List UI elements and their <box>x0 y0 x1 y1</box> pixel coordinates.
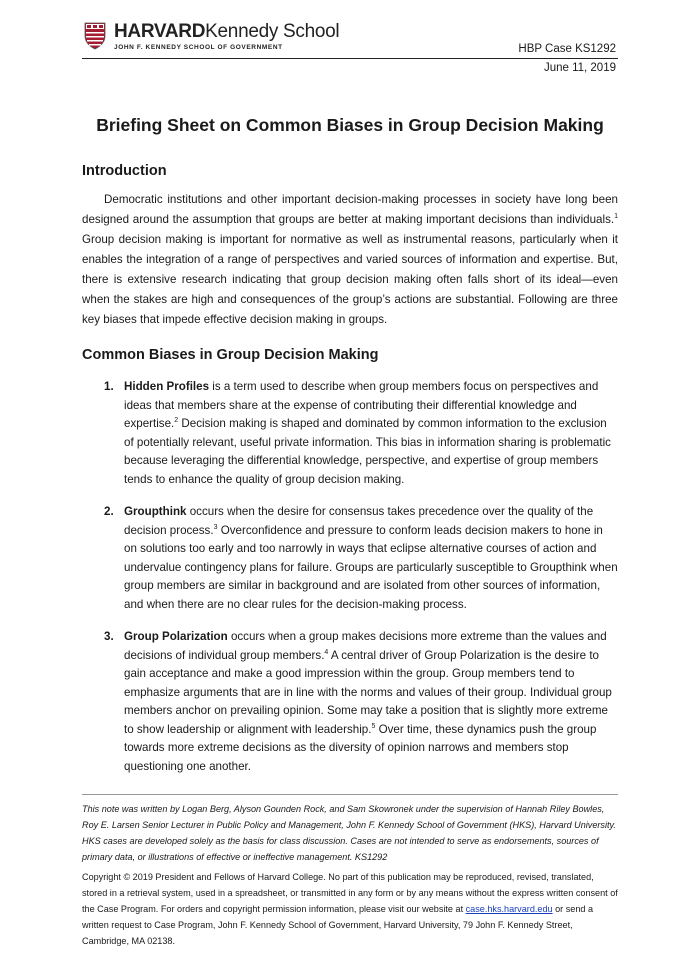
document-body <box>0 114 700 959</box>
case-number: HBP Case KS1292 <box>518 43 616 55</box>
item-text: A central driver of Group Polarization is the desire to gain acceptance and make a good impression within the group. Group members tend to emphasize arguments that are in line with the norms and values of their group. Individual group members anchor on prevailing opinion. Some may take a position that is slightly more extreme to show leadership or alignment with leadership. <box>124 648 612 736</box>
item-text: occurs when the desire for consensus takes precedence over the quality of the decision process. <box>124 505 594 537</box>
copyright-text: or send a written request to Case Program, John F. Kennedy School of Government, Harvard University, 79 John F. Kennedy Street, Cambridge, MA 02138. <box>82 904 594 946</box>
footnote-ref: 1 <box>614 213 618 221</box>
intro-text: Group decision making is important for normative as well as instrumental reasons, particularly when it enables the integration of a range of perspectives and varied sources of information and expertise. But, there is extensive research indicating that group decision making often falls short of its ideal—even when the stakes are high and consequences of the group’s actions are substantial. Following are three key biases that impede effective decision making in groups. <box>82 233 618 326</box>
copyright-text: Copyright © 2019 President and Fellows of Harvard College. No part of this publication may be reproduced, revised, translated, stored in a retrieval system, used in a spreadsheet, or transmitted in any form or by any means without the express written consent of the Case Program. For orders and copyright permission information, please visit our website at <box>82 872 618 914</box>
page-footer <box>82 794 618 959</box>
bias-term: Group Polarization <box>124 630 228 643</box>
header-divider <box>82 58 618 59</box>
case-program-link[interactable]: case.hks.harvard.edu <box>465 904 553 914</box>
copyright-notice <box>82 869 618 949</box>
footnote-ref: 3 <box>213 523 218 531</box>
item-text: Decision making is shaped and dominated by common information to the exclusion of potentially relevant, useful private information. This bias in information sharing is problematic because leveraging the differential knowledge, perspective, and expertise of group members tends to enhance the quality of group decision making. <box>124 417 611 486</box>
hks-logo <box>84 22 339 51</box>
item-number: 2. <box>104 505 114 518</box>
logo-harvard: HARVARD <box>114 21 206 42</box>
authorship-note: This note was written by Logan Berg, Alyson Gounden Rock, and Sam Skowronek under the supervision of Hannah Riley Bowles, Roy E. Larsen Senior Lecturer in Public Policy and Management, John F. Kennedy School of Government (HKS), Harvard University. HKS cases are developed solely as the basis for class discussion. Cases are not intended to serve as endorsements, sources of primary data, or illustrations of effective or ineffective management. KS1292 <box>82 804 616 862</box>
item-text: Over time, these dynamics push the group towards more extreme decisions as the diversity of opinion narrows and members stop questioning one another. <box>124 722 597 773</box>
list-item <box>104 378 618 489</box>
bias-term: Groupthink <box>124 505 187 518</box>
intro-heading: Introduction <box>82 163 167 179</box>
harvard-shield-icon <box>84 22 106 50</box>
footnote-ref: 5 <box>371 722 376 730</box>
item-text: Overconfidence and pressure to conform leads decision makers to hone in on solutions too early and too narrowly in ways that eclipse alternative courses of action and undervalue contingency plans for failure. Groups are particularly susceptible to Groupthink when group members are similar in background and are isolated from other sources of information, and when there are no clear rules for the decision-making process. <box>124 523 618 611</box>
page-header <box>0 0 700 78</box>
item-text: occurs when a group makes decisions more extreme than the values and decisions of individual group members. <box>124 630 607 662</box>
biases-list <box>104 378 618 776</box>
item-number: 3. <box>104 630 114 643</box>
footnote-ref: 2 <box>174 417 179 425</box>
bias-term: Hidden Profiles <box>124 380 210 393</box>
intro-text: Democratic institutions and other important decision-making processes in society have long been designed around the assumption that groups are better at making important decisions than individuals. <box>82 193 618 226</box>
footnote-ref: 4 <box>324 648 329 656</box>
document-date: June 11, 2019 <box>543 62 616 74</box>
document-title: Briefing Sheet on Common Biases in Group Decision Making <box>96 115 604 135</box>
intro-paragraph <box>82 190 618 330</box>
item-text: is a term used to describe when group members focus on perspectives and ideas that members share at the expense of contributing their differential knowledge and expertise. <box>124 380 599 430</box>
list-item <box>104 628 618 776</box>
logo-kennedy-school: Kennedy School <box>205 21 340 42</box>
biases-heading: Common Biases in Group Decision Making <box>82 347 379 363</box>
list-item <box>104 503 618 614</box>
logo-subtitle: JOHN F. KENNEDY SCHOOL OF GOVERNMENT <box>114 44 283 51</box>
item-number: 1. <box>104 380 114 393</box>
